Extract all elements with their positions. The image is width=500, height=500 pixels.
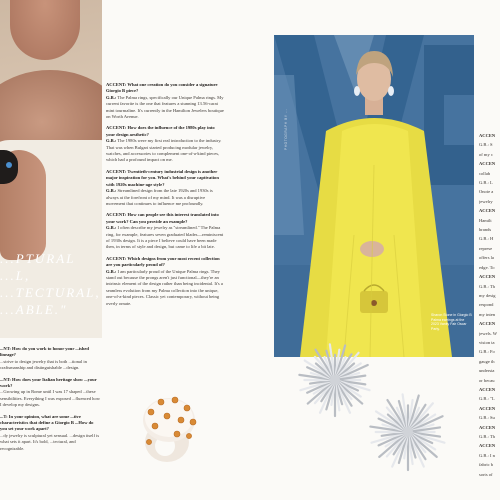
question: ...T: In your opinion, what are some ...tive characteristics that define a Giorgio B ...How do you set your work apart? [0,413,94,432]
question: ACCENT: Twentieth-century industrial design is another major inspiration for you. What's behind your captivation with 1920s machine-age style? [106,168,219,187]
photo-credit: PHOTOGRAPH BY ... [284,108,288,150]
column-fragment: ACCEN [479,386,496,392]
column-fragment: fabric b [479,462,494,468]
column-fragment: ACCEN [479,274,496,280]
column-fragment: G.B.: S [479,142,493,148]
question: ACCENT: What one creation do you consider a signature Giorgio B piece? [106,82,218,94]
model-neck [10,0,80,60]
column-fragment: G.B.: Fo [479,349,495,355]
column-fragment: G.B.: Th [479,283,495,289]
qa-block [0,377,100,409]
column-fragment: G.B.: L [479,180,493,186]
qa-block [106,256,224,307]
earring [299,344,369,416]
column-fragment: Onoie a [479,189,494,195]
backdrop-letters [274,35,474,357]
column-fragment: G.B.: I n [479,452,495,458]
white-ring-icon [137,390,199,464]
answer: G.B.: The 1980s were my first real introduction to the industry. That was when Bulgari started producing modular jewelry, watches, and accessories to complement one-of-a-kind pieces, which had a profound impact on me. [106,138,222,163]
column-fragment: ACCEN [479,208,496,214]
column-fragment: my desig [479,292,496,298]
column-fragment: represe [479,245,493,251]
qa-block [106,125,224,163]
qa-block [0,346,100,372]
column-fragment: respond [479,302,494,308]
answer: G.B.: I often describe my jewelry as "streamlined." The Palma ring, for example, features seven graduated blades—reminiscent of 1930s design. It is a piece I believe could have been made then, in terms of style and design, but came to life a bit late. [106,225,224,250]
celebrity-photo [274,35,474,357]
column-fragment: understa [479,368,495,374]
column-fragment: G.B.: "L [479,396,495,402]
answer: G.B.: Streamlined design from the late 1920s and 1930s is always at the forefront of my mind. It was a disruptive movement that continues to influence me profoundly. [106,188,213,206]
earrings-icon [290,340,450,490]
column-fragment: jewelry [479,198,493,204]
answer: G.B.: The Palma rings, specifically our Unique Palma rings. My current favorite is the one that features a stunning 13.56-carat mint tourmaline. It's currently in the Hamilton Jewelers boutique on Worth Avenue. [106,94,224,120]
column-fragment: ACCEN [479,321,496,327]
column-fragment: collab [479,170,491,176]
qa-block [106,212,224,250]
answer: ...Growing up in Rome until I was 17 shaped ...these sensibilities. Everything I was exposed ...fluenced how I develop my designs. [0,389,101,408]
column-fragment: G.B.: Th [479,434,495,439]
question: ACCENT: How can people see this interest translated into your work? Can you provide an example? [106,212,219,224]
column-fragment: ACCEN [479,161,496,167]
interview-column-left [0,346,100,457]
question: ...NT: How do you work to honor your ...ished lineage? [0,346,89,358]
qa-block [0,414,100,452]
photo-caption: Sharon Stone in Giorgio B Palma earrings at the 2023 Vanity Fair Oscar Party. [431,313,472,331]
question: ACCENT: How does the influence of the 1980s play into your design aesthetic? [106,125,215,137]
qa-block [106,82,224,120]
model-hand-photo [0,0,102,338]
answer: ...dy jewelry is sculptural yet sensual. ...design itself is what sets it apart. It's bold, ...tectural, and recognizable. [0,432,100,451]
column-fragment: Hamilt [479,217,492,223]
pull-quote: ...PTURAL ...L, ...TECTURAL, ...ABLE." [0,251,101,317]
column-fragment: jewels. W [479,330,498,336]
column-fragment: offers la [479,255,494,261]
column-fragment: or becau [479,377,495,383]
column-fragment: of my c [479,151,493,157]
answer: ...strive to design jewelry that is both ...tional in craftsmanship and distinguishable ...design. [0,358,87,371]
column-fragment: ACCEN [479,424,496,430]
interview-column-right [479,133,500,481]
qa-block [106,169,224,207]
column-fragment: ACCEN [479,443,496,449]
column-fragment: brands [479,227,492,233]
column-fragment: G.B.: Su [479,415,495,421]
column-fragment: gauge th [479,358,495,364]
column-fragment: vision ta [479,339,495,345]
question: ...NT: How does your Italian heritage show ...your work? [0,376,97,389]
earring [370,394,444,470]
column-fragment: my inten [479,311,496,317]
question: ACCENT: Which designs from your most recent collection are you particularly proud of? [106,255,220,268]
answer: G.B.: I am particularly proud of the Unique Palma rings. They stand out because the prongs aren't just functional—they're an intrinsic element of the design rather than being incidental. It's a seamless evolution from my Palma collection into the unique, one-of-a-kind pieces. Classic yet contemporary, without being overly ornate. [106,268,223,306]
interview-column-middle [106,82,224,312]
column-fragment: ACCEN [479,133,496,138]
column-fragment: ACCEN [479,405,496,411]
column-fragment: G.B.: H [479,236,494,242]
column-fragment: sorts of [479,471,493,477]
column-fragment: edge. To [479,264,495,270]
